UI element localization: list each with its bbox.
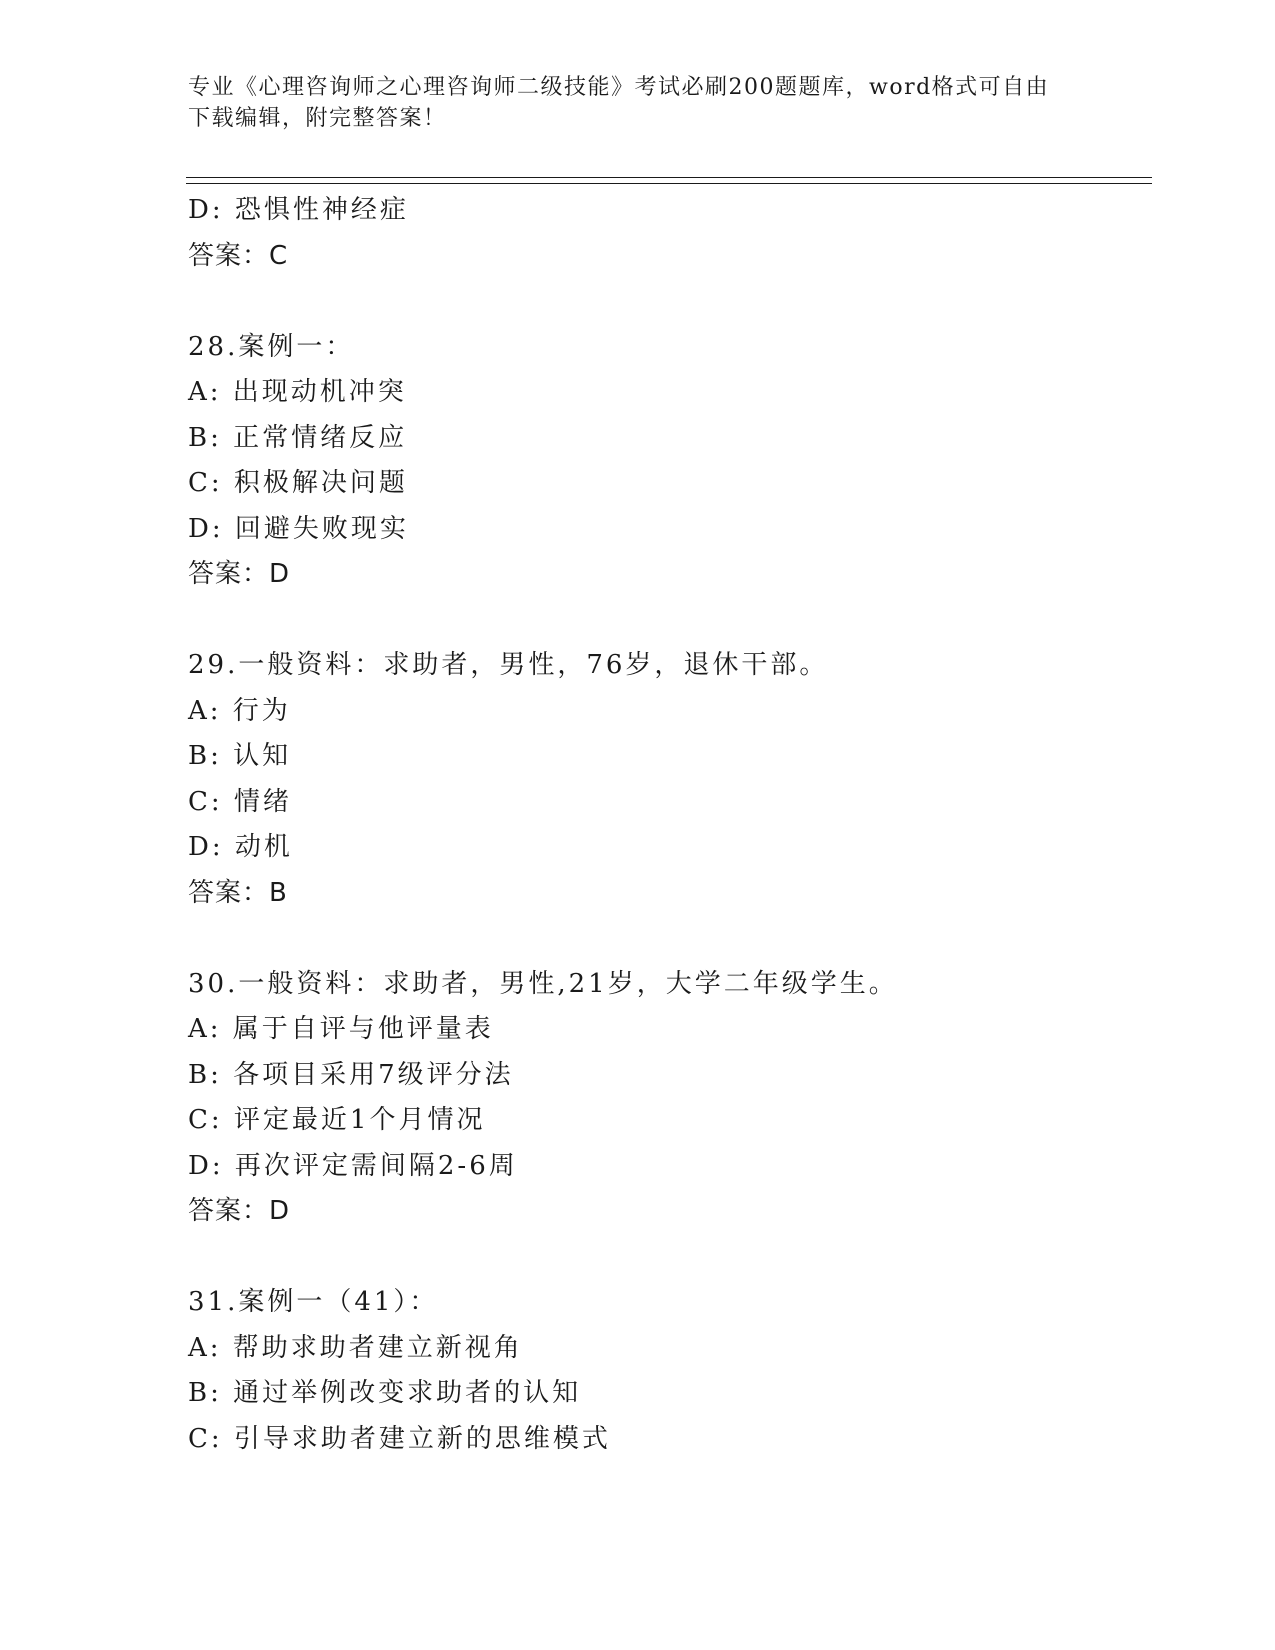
question-30 [188,962,1148,1235]
answer: 答案：D [188,559,291,589]
option-a: A: 属于自评与他评量表 [188,1014,494,1044]
option-d: D: 动机 [188,832,293,862]
question-28 [188,325,1148,598]
page-header: 专业《心理咨询师之心理咨询师二级技能》考试必刷200题题库，word格式可自由下载编辑，附完整答案！ [188,75,1050,131]
option-a: A: 行为 [188,695,291,726]
header-divider [186,177,1152,184]
spacer [188,1235,1148,1281]
option-a: A: 出现动机冲突 [188,377,407,407]
question-stem: 28.案例一： [188,331,355,362]
option-d: D: 再次评定需间隔2-6周 [188,1150,518,1181]
spacer [188,279,1148,325]
option-c: C: 评定最近1个月情况 [188,1105,486,1135]
option-d: D: 回避失败现实 [188,513,409,544]
question-stem: 29.一般资料：求助者，男性，76岁，退休干部。 [188,650,829,680]
question-stem: 31.案例一（41）： [188,1287,439,1317]
option-d: D: 恐惧性神经症 [188,195,409,225]
option-b: B: 通过举例改变求助者的认知 [188,1378,582,1408]
option-c: C: 引导求助者建立新的思维模式 [188,1423,611,1454]
option-a: A: 帮助求助者建立新视角 [188,1332,523,1363]
question-list [188,188,1148,1462]
option-c: C: 积极解决问题 [188,468,408,498]
answer: 答案：C [188,240,289,271]
answer: 答案：B [188,877,288,908]
answer: 答案：D [188,1196,291,1226]
spacer [188,598,1148,644]
option-c: C: 情绪 [188,786,292,817]
option-b: B: 各项目采用7级评分法 [188,1059,514,1090]
option-b: B: 正常情绪反应 [188,422,408,453]
spacer [188,916,1148,962]
question-29 [188,643,1148,916]
question-31 [188,1280,1148,1462]
question-stem: 30.一般资料：求助者，男性,21岁，大学二年级学生。 [188,968,898,999]
option-b: B: 认知 [188,741,292,771]
